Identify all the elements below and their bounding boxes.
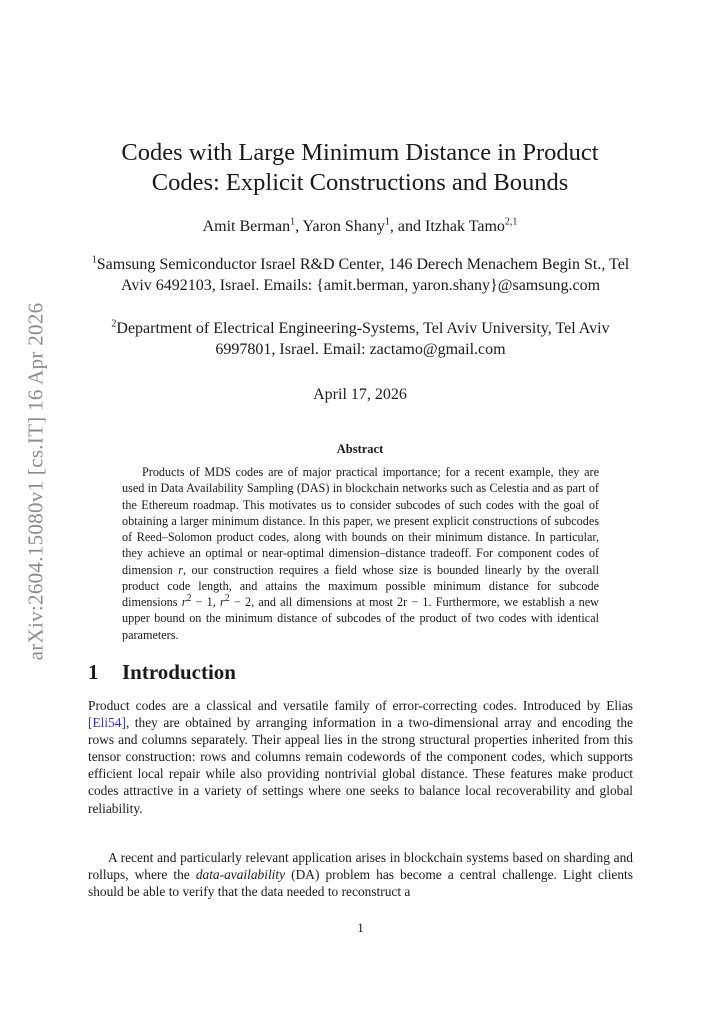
abstract-text: Products of MDS codes are of major practical importance; for a recent example, they are used in Data Availability Sampling (DAS) in blockchain networks such as Celestia and as part of the Ethereum roadmap. This motivates us to consider subcodes of such codes with the goal of obtaining a larger minimum distance. In this paper, we present explicit constructions of subcodes of Reed–Solomon product codes, along with bounds on their minimum distance. In particular, they achieve an optimal or near-optimal dimension–distance tradeoff. For component codes of dimension [122, 465, 599, 577]
paragraph-text: , they are obtained by arranging information in a two-dimensional array and encoding the rows and columns separately. Their appeal lies in the strong structural properties inherited from this tensor construction: rows and columns remain codewords of the component codes, which supports efficient local repair while also providing nontrivial global distance. These features make product codes attractive in a variety of settings where one seeks to balance local recoverability and global reliability. [88, 715, 633, 816]
paragraph-text: (DA) problem has become a central challenge. Light clients should be able to verify that the data needed to reconstruct a [88, 867, 633, 900]
abstract-text: , our construction requires a field whose size is bounded linearly by the overall product code length, and attains the maximum possible minimum distance for subcode dimensions [122, 562, 600, 609]
abstract-text: , and all dimensions at most [251, 595, 398, 609]
math-variable: r [220, 595, 225, 609]
author-name: Yaron Shany [302, 218, 385, 235]
paragraph-text: A recent and particularly relevant application arises in blockchain systems based on sharding and rollups, where the [88, 850, 633, 883]
affiliation-text: Department of Electrical Engineering-Systems, Tel Aviv University, Tel Aviv 6997801, Israel. Email: zactamo@gmail.com [116, 320, 610, 358]
intro-paragraph-2 [88, 849, 633, 900]
math-exponent: 2 [186, 592, 192, 604]
arxiv-stamp [21, 303, 51, 660]
math-exponent: 2 [224, 592, 230, 604]
author-affiliation-mark: 2,1 [504, 216, 518, 228]
author-affiliation-mark: 1 [290, 216, 296, 228]
affiliation-2 [88, 318, 633, 360]
abstract-text: , [212, 595, 221, 609]
emphasized-term: data-availability [195, 867, 286, 883]
author-affiliation-mark: 1 [384, 216, 390, 228]
section-number: 1 [88, 660, 99, 684]
math-variable: r [178, 562, 184, 577]
author-list [90, 216, 630, 238]
abstract-heading: Abstract [336, 442, 384, 456]
section-title: Introduction [122, 660, 236, 684]
arxiv-identifier[interactable]: arXiv:2604.15080v1 [cs.IT] 16 Apr 2026 [23, 302, 48, 661]
abstract-body [122, 464, 599, 643]
affiliation-1 [88, 254, 633, 296]
publication-date: April 17, 2026 [313, 386, 407, 403]
section-heading [88, 660, 236, 685]
math-expression: − 1 [191, 595, 213, 609]
author-separator: , and [389, 218, 426, 235]
intro-paragraph-1 [88, 697, 633, 817]
author-separator: , [295, 218, 303, 235]
math-variable: r [181, 595, 187, 609]
affiliation-mark: 1 [91, 254, 97, 266]
author-name: Itzhak Tamo [425, 218, 505, 235]
page-number: 1 [357, 920, 364, 935]
math-expression: 2r − 1 [397, 595, 429, 609]
paper-title: Codes with Large Minimum Distance in Product Codes: Explicit Constructions and Bounds [121, 139, 599, 196]
author-name: Amit Berman [202, 218, 291, 235]
citation-link[interactable]: Eli54 [92, 715, 122, 731]
paragraph-text: Product codes are a classical and versatile family of error-correcting codes. Introduced by Elias [88, 698, 633, 713]
affiliation-text: Samsung Semiconductor Israel R&D Center, 146 Derech Menachem Begin St., Tel Aviv 6492103, Israel. Emails: {amit.berman, yaron.shany}@samsung.com [96, 256, 630, 294]
abstract-text: . Furthermore, we establish a new upper bound on the minimum distance of subcodes of the product of two codes with identical parameters. [122, 595, 599, 642]
math-expression: − 2 [229, 595, 252, 609]
citation-bracket: ] [121, 715, 126, 731]
citation-bracket: [ [88, 715, 93, 731]
affiliation-mark: 2 [111, 318, 117, 330]
